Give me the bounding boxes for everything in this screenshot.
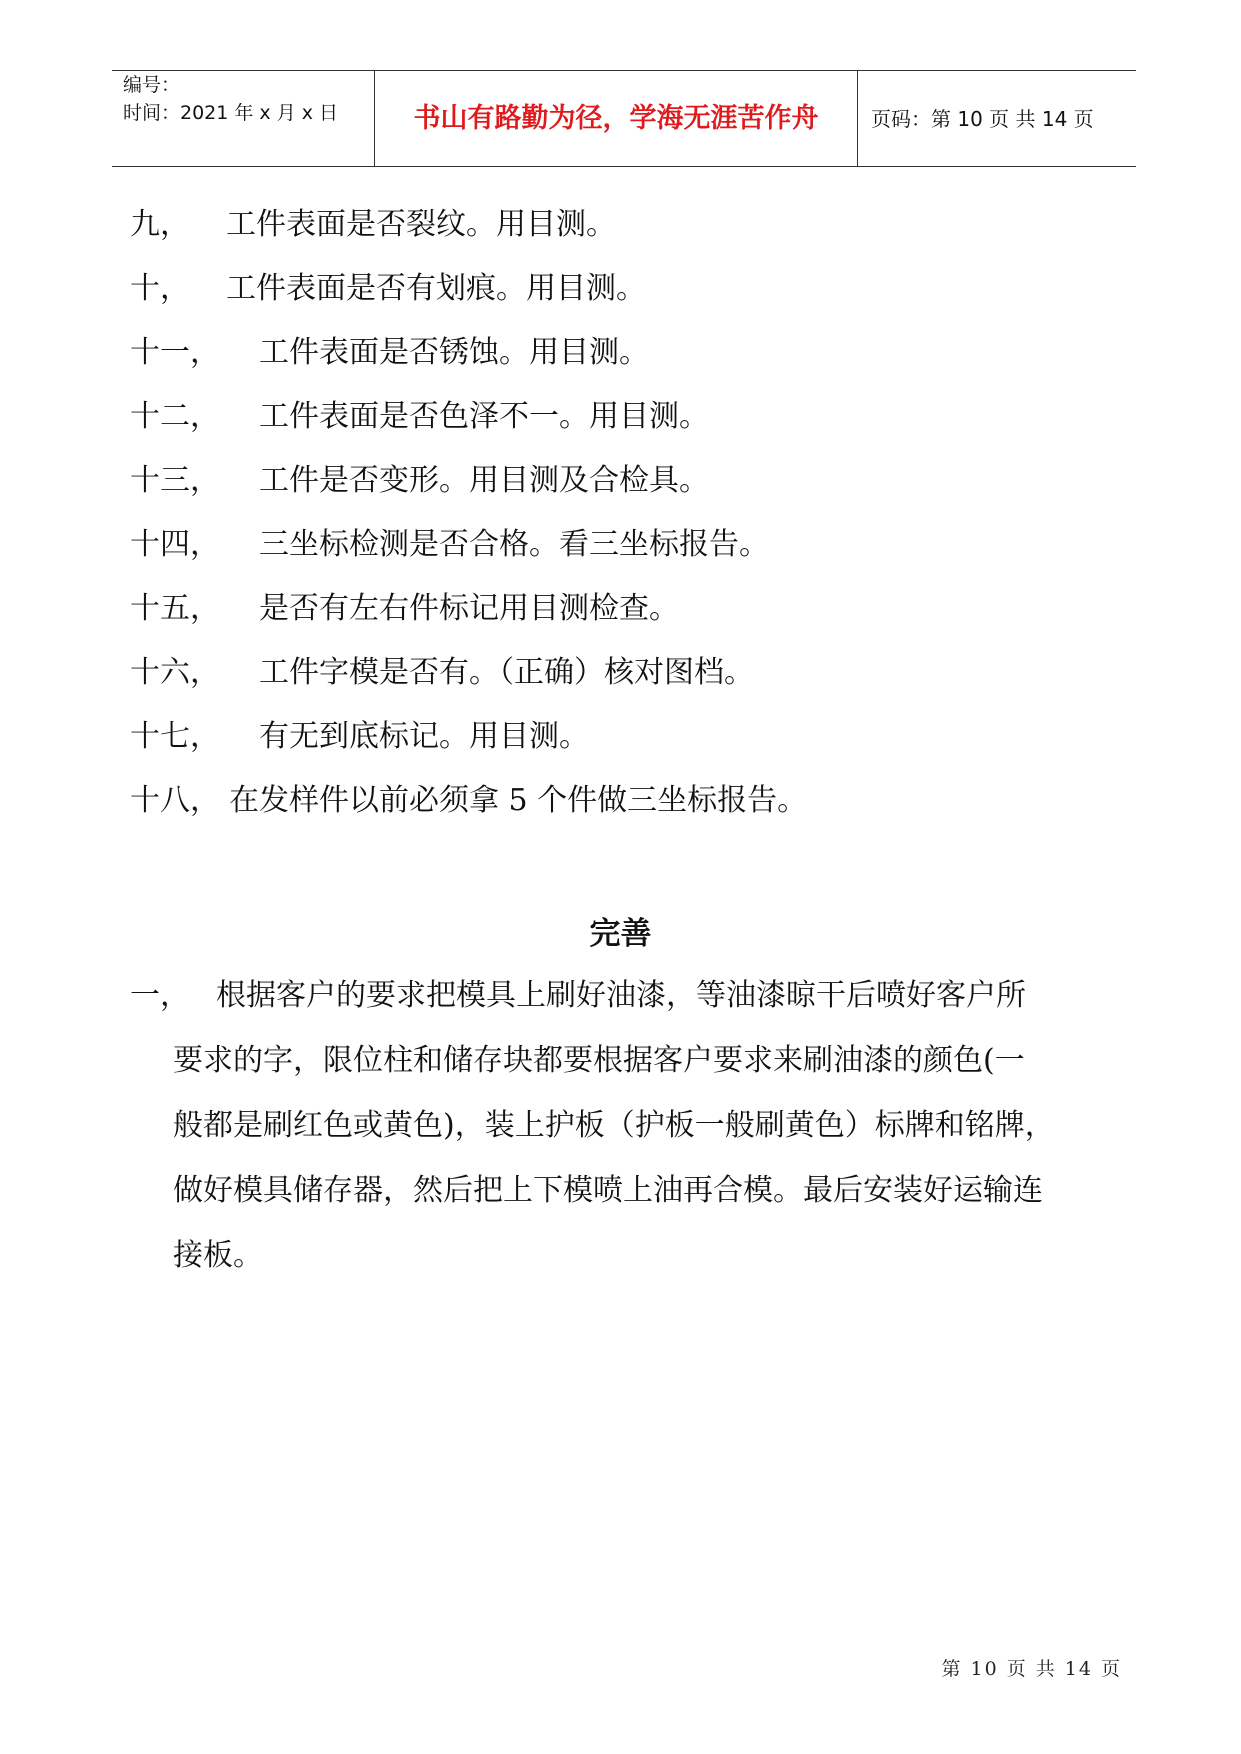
item-number: 十六，: [130, 655, 220, 690]
item-number: 九，: [130, 207, 190, 242]
list-item: [130, 333, 649, 373]
item-number: 十四，: [130, 527, 220, 562]
page-number-label: 页码：第 10 页 共 14 页: [871, 107, 1094, 131]
paragraph-line: 般都是刷红色或黄色)，装上护板（护板一般刷黄色）标牌和铭牌，: [173, 1108, 1055, 1143]
header-meta-cell: [112, 71, 375, 166]
item-text: 在发样件以前必须拿 5 个件做三坐标报告。: [229, 783, 808, 818]
item-number: 十八，: [130, 783, 220, 818]
list-item: [130, 717, 589, 757]
paragraph-line: 接板。: [173, 1238, 263, 1273]
list-item: [130, 653, 754, 693]
list-item: [130, 269, 646, 309]
list-item: [130, 397, 709, 437]
header-page-cell: [858, 71, 1136, 166]
item-number: 十五，: [130, 591, 220, 626]
page-footer: 第 10 页 共 14 页: [941, 1658, 1122, 1680]
header-motto-cell: [375, 71, 858, 166]
item-text: 工件是否变形。用目测及合检具。: [259, 463, 709, 498]
time-label: 时间：2021 年 x 月 x 日: [123, 102, 339, 124]
item-text: 工件表面是否色泽不一。用目测。: [259, 399, 709, 434]
paragraph-number: 一，: [130, 978, 190, 1013]
item-text: 三坐标检测是否合格。看三坐标报告。: [259, 527, 769, 562]
paragraph-line: 根据客户的要求把模具上刷好油漆，等油漆晾干后喷好客户所: [216, 978, 1026, 1013]
list-item: [130, 781, 808, 821]
motto-text: 书山有路勤为径，学海无涯苦作舟: [413, 103, 819, 134]
item-number: 十七，: [130, 719, 220, 754]
item-text: 工件表面是否裂纹。用目测。: [226, 207, 616, 242]
list-item: [130, 205, 616, 245]
item-number: 十二，: [130, 399, 220, 434]
paragraph-line: 要求的字，限位柱和储存块都要根据客户要求来刷油漆的颜色(一: [173, 1043, 1025, 1078]
list-item: [130, 461, 709, 501]
item-number: 十一，: [130, 335, 220, 370]
item-text: 工件表面是否有划痕。用目测。: [226, 271, 646, 306]
item-text: 是否有左右件标记用目测检查。: [259, 591, 679, 626]
list-item: [130, 525, 769, 565]
page-header: [112, 70, 1136, 167]
paragraph-line: 做好模具储存器，然后把上下模喷上油再合模。最后安装好运输连: [173, 1173, 1043, 1208]
section-title: 完善: [589, 916, 652, 952]
item-text: 工件字模是否有。（正确）核对图档。: [259, 655, 754, 690]
item-number: 十三，: [130, 463, 220, 498]
list-item: [130, 589, 679, 629]
item-text: 工件表面是否锈蚀。用目测。: [259, 335, 649, 370]
item-text: 有无到底标记。用目测。: [259, 719, 589, 754]
code-label: 编号：: [123, 74, 181, 96]
item-number: 十，: [130, 271, 190, 306]
